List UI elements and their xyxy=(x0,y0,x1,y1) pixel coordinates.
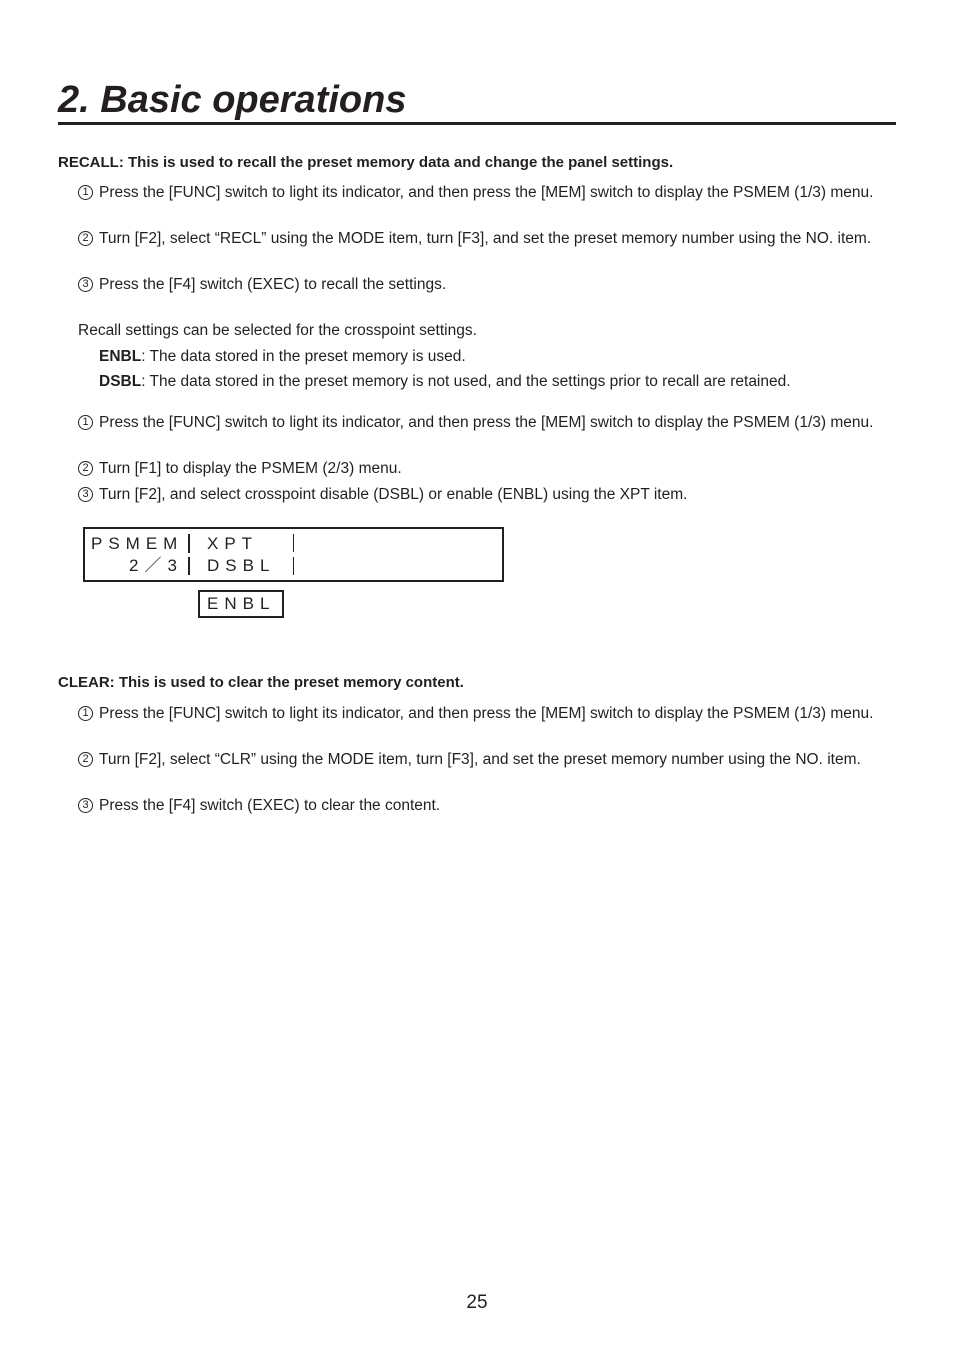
clear-step-3 xyxy=(78,796,890,816)
step-text: Press the [FUNC] switch to light its indicator, and then press the [MEM] switch to display the PSMEM (1/3) menu. xyxy=(99,414,874,431)
step-text: Press the [F4] switch (EXEC) to clear the content. xyxy=(99,797,441,814)
clear-heading: CLEAR: This is used to clear the preset memory content. xyxy=(58,674,464,691)
step-number-icon: 2 xyxy=(78,231,93,246)
lcd-separator xyxy=(293,534,294,552)
lcd-separator xyxy=(188,557,190,575)
step-text: Press the [FUNC] switch to light its indicator, and then press the [MEM] switch to display the PSMEM (1/3) menu. xyxy=(99,705,874,722)
step-number-icon: 3 xyxy=(78,798,93,813)
lcd-item-label: XPT xyxy=(207,534,259,553)
definition-text: : The data stored in the preset memory is used. xyxy=(141,348,466,365)
recall-step-3 xyxy=(78,275,890,295)
step-text: Press the [FUNC] switch to light its indicator, and then press the [MEM] switch to display the PSMEM (1/3) menu. xyxy=(99,184,874,201)
step-number-icon: 2 xyxy=(78,752,93,767)
recall-xpt-step-1 xyxy=(78,413,890,433)
step-number-icon: 1 xyxy=(78,706,93,721)
step-text: Turn [F2], and select crosspoint disable (DSBL) or enable (ENBL) using the XPT item. xyxy=(99,486,688,503)
clear-step-2 xyxy=(78,750,890,770)
page-number: 25 xyxy=(466,1292,488,1313)
lcd-separator xyxy=(188,534,190,553)
lcd-separator xyxy=(293,557,294,575)
step-number-icon: 2 xyxy=(78,461,93,476)
step-text: Turn [F2], select “RECL” using the MODE item, turn [F3], and set the preset memory number using the NO. item. xyxy=(99,230,872,247)
step-number-icon: 3 xyxy=(78,277,93,292)
recall-step-2 xyxy=(78,229,890,249)
definition-text: : The data stored in the preset memory is not used, and the settings prior to recall are retained. xyxy=(141,373,791,390)
step-text: Turn [F1] to display the PSMEM (2/3) menu. xyxy=(99,460,402,477)
step-text: Turn [F2], select “CLR” using the MODE item, turn [F3], and set the preset memory number using the NO. item. xyxy=(99,751,861,768)
page-title: 2. Basic operations xyxy=(58,78,896,125)
recall-note: Recall settings can be selected for the crosspoint settings. xyxy=(78,322,477,339)
step-text: Press the [F4] switch (EXEC) to recall the settings. xyxy=(99,276,447,293)
step-number-icon: 1 xyxy=(78,415,93,430)
clear-step-1 xyxy=(78,704,890,724)
lcd-option-box: ENBL xyxy=(198,590,284,618)
lcd-menu-name: PSMEM xyxy=(91,534,184,553)
definition-enbl xyxy=(99,347,899,367)
definition-dsbl xyxy=(99,372,899,392)
step-number-icon: 1 xyxy=(78,185,93,200)
recall-xpt-step-3 xyxy=(78,485,890,505)
recall-heading: RECALL: This is used to recall the preset memory data and change the panel settings. xyxy=(58,154,674,171)
definition-term: DSBL xyxy=(99,373,142,390)
lcd-item-value: DSBL xyxy=(207,556,276,575)
definition-term: ENBL xyxy=(99,348,142,365)
lcd-page-indicator: 2／3 xyxy=(129,556,183,575)
recall-xpt-step-2 xyxy=(78,459,890,479)
recall-step-1 xyxy=(78,183,890,203)
step-number-icon: 3 xyxy=(78,487,93,502)
lcd-menu-display xyxy=(83,527,504,582)
